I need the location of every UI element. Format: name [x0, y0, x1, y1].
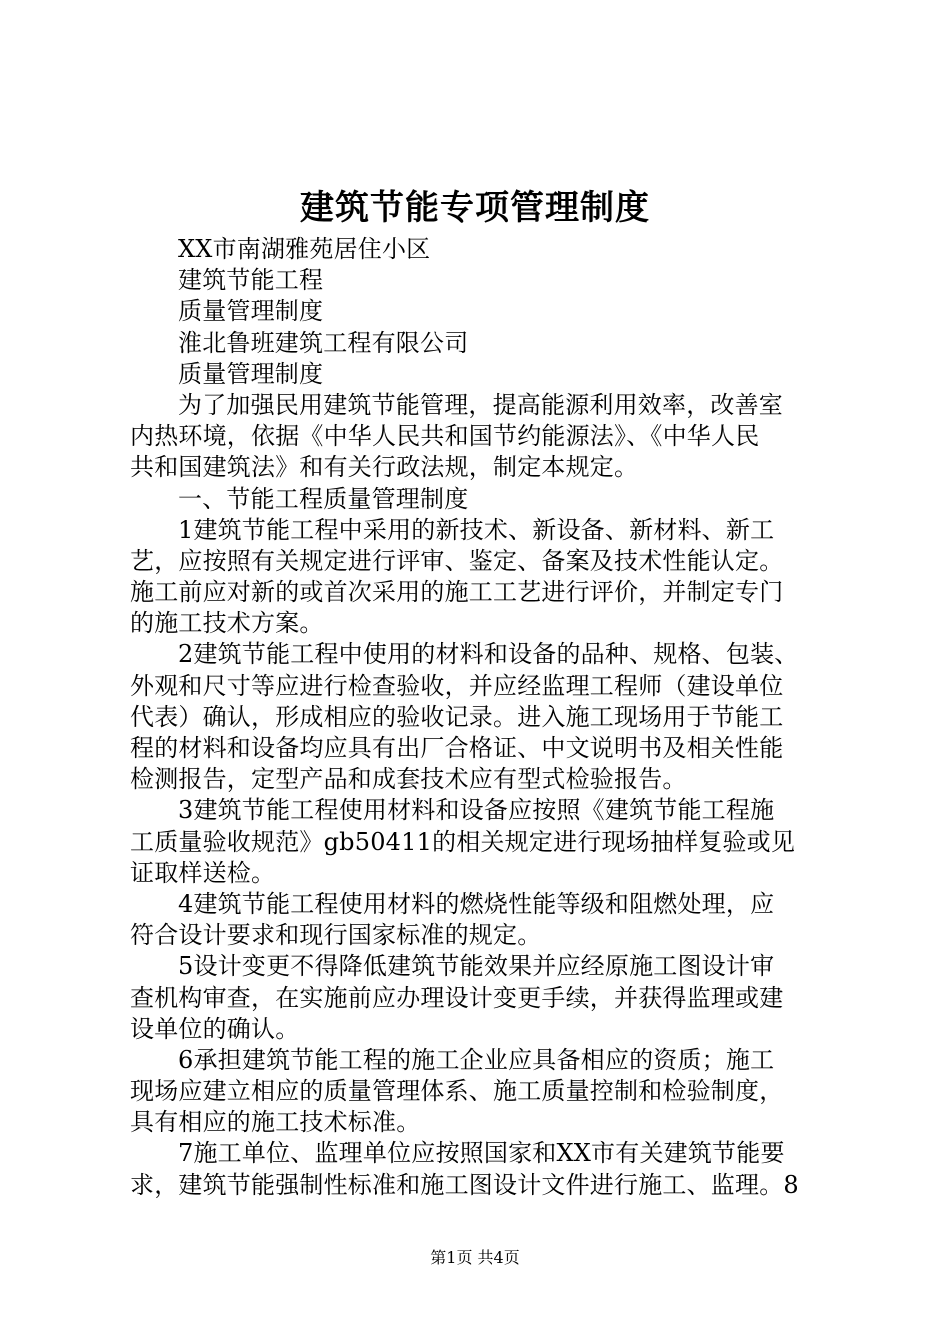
- text-line: 5设计变更不得降低建筑节能效果并应经原施工图设计审: [178, 952, 775, 981]
- text-line: 外观和尺寸等应进行检查验收，并应经监理工程师（建设单位: [130, 671, 784, 700]
- text-line: 检测报告，定型产品和成套技术应有型式检验报告。: [130, 765, 687, 794]
- text-line: 查机构审查，在实施前应办理设计变更手续，并获得监理或建: [130, 983, 784, 1012]
- section-heading: 一、节能工程质量管理制度: [178, 484, 469, 513]
- document-body: [130, 234, 830, 1201]
- text-line: 6承担建筑节能工程的施工企业应具备相应的资质；施工: [178, 1045, 775, 1074]
- text-line: 质量管理制度: [178, 359, 324, 388]
- text-line: 艺，应按照有关规定进行评审、鉴定、备案及技术性能认定。: [130, 546, 784, 575]
- text-line: 共和国建筑法》和有关行政法规，制定本规定。: [130, 453, 639, 482]
- text-line: 设单位的确认。: [130, 1014, 300, 1043]
- text-line: 施工前应对新的或首次采用的施工工艺进行评价，并制定专门: [130, 578, 784, 607]
- text-line: 证取样送检。: [130, 858, 276, 887]
- text-line: 为了加强民用建筑节能管理，提高能源利用效率，改善室: [178, 390, 783, 419]
- text-line: 现场应建立相应的质量管理体系、施工质量控制和检验制度，: [130, 1077, 784, 1106]
- document-title: 建筑节能专项管理制度: [300, 188, 650, 228]
- text-line: 程的材料和设备均应具有出厂合格证、中文说明书及相关性能: [130, 734, 784, 762]
- text-line: 建筑节能工程: [178, 266, 324, 295]
- text-line: 求，建筑节能强制性标准和施工图设计文件进行施工、监理。8: [130, 1170, 799, 1199]
- text-line: 淮北鲁班建筑工程有限公司: [178, 328, 469, 357]
- text-line: 质量管理制度: [178, 297, 324, 326]
- text-line: 具有相应的施工技术标准。: [130, 1108, 421, 1137]
- text-line: 2建筑节能工程中使用的材料和设备的品种、规格、包装、: [178, 640, 799, 669]
- text-line: 内热环境，依据《中华人民共和国节约能源法》、《中华人民: [130, 422, 760, 451]
- text-line: 符合设计要求和现行国家标准的规定。: [130, 921, 542, 950]
- text-line: 的施工技术方案。: [130, 609, 324, 638]
- text-line: 代表）确认，形成相应的验收记录。进入施工现场用于节能工: [130, 702, 784, 731]
- text-line: XX市南湖雅苑居住小区: [178, 235, 431, 263]
- text-line: 3建筑节能工程使用材料和设备应按照《建筑节能工程施: [178, 796, 775, 825]
- text-line: 1建筑节能工程中采用的新技术、新设备、新材料、新工: [178, 515, 775, 544]
- text-line: 4建筑节能工程使用材料的燃烧性能等级和阻燃处理，应: [178, 889, 775, 918]
- text-line: 工质量验收规范》gb50411的相关规定进行现场抽样复验或见: [130, 827, 796, 856]
- page-number-footer: 第1页 共4页: [430, 1248, 520, 1267]
- text-line: 7施工单位、监理单位应按照国家和XX市有关建筑节能要: [178, 1139, 785, 1168]
